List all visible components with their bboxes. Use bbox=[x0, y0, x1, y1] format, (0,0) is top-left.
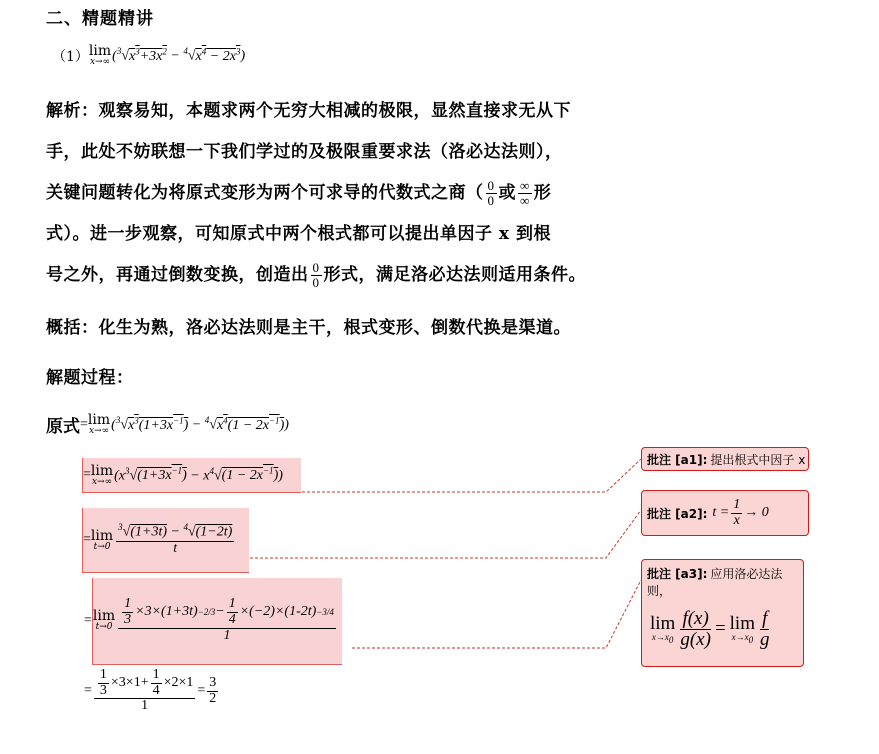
lhopital-formula: lim $x\to x_0$ $\frac{f(x)}{g(x)}$ = lim $x\to x_0$ $\frac{f}{g}$ bbox=[650, 608, 770, 650]
problem-expression: $(^3√x^3+3x^2 - ^4√x^4 - 2x^3)$ bbox=[112, 46, 246, 64]
summary-line: 概括：化生为熟，洛必达法则是主干，根式变形、倒数代换是渠道。 bbox=[46, 318, 571, 338]
comment-a2[interactable]: 批注 [a2]: t = $\frac{1}{x}$ → 0 bbox=[641, 490, 809, 536]
section-title: 二、精题精讲 bbox=[46, 9, 154, 29]
step-extract-x: = lim x→∞ $(x^3√(1+3x^{-1}) - x^4√(1 - 2x^{-1}))$ bbox=[82, 458, 301, 493]
step-substitute-t: = lim t→0 $\frac{^3√(1+3t) - ^4√(1-2t)}{t}$ bbox=[82, 508, 249, 573]
analysis-paragraph: 解析：观察易知，本题求两个无穷大相减的极限，显然直接求无从下 手，此处不妨联想一下我们学过的及极限重要求法（洛必达法则）， 关键问题转化为将原式变形为两个可求导的代数式之商（ $\frac{0}{0}$ 或 $\frac{\infty}{\infty}$ 形 式）。进一步观察，可知原式中两个根式都可以提出单因子 x 到根 号之外，再通过倒数变换，创造出 $\frac{0}{0}$ 形式，满足洛必达法则适用条件。 bbox=[46, 101, 586, 290]
limit-operator: lim x→∞ bbox=[88, 43, 112, 67]
step-result: = $\frac{1}{3}$ ×3×1+ $\frac{1}{4}$ ×2×1 1 = $\frac{3}{2}$ bbox=[84, 667, 217, 714]
final-answer: $\frac{3}{2}$ bbox=[209, 674, 217, 706]
zero-over-zero: $\frac{0}{0}$ bbox=[487, 178, 495, 208]
step-lhopital: = lim t→0 $\frac{1}{3}$ ×3×(1+3t) −2/3 − $\frac{1}{4}$ ×(−2)×(1-2t) −3/4 1 bbox=[84, 578, 342, 664]
summary-label: 概括： bbox=[46, 318, 99, 338]
zero-over-zero-form: $\frac{0}{0}$ bbox=[312, 260, 320, 290]
process-title: 解题过程： bbox=[46, 368, 134, 388]
inf-over-inf: $\frac{\infty}{\infty}$ bbox=[520, 178, 530, 208]
comment-a3[interactable]: 批注 [a3]: 应用洛必达法则， lim $x\to x_0$ $\frac{f(x)}{g(x)}$ = lim $x\to x_0$ $\frac{f}{g}$ bbox=[641, 559, 804, 667]
step-original: 原式 = lim x→∞ $(^3√x^3(1+3x^{-1}) - ^4√x^4(1 - 2x^{-1}))$ bbox=[46, 412, 289, 437]
problem-number: （1） bbox=[52, 48, 89, 65]
analysis-label: 解析： bbox=[46, 101, 99, 121]
comment-a1[interactable]: 批注 [a1]: 提出根式中因子 x bbox=[641, 447, 809, 471]
